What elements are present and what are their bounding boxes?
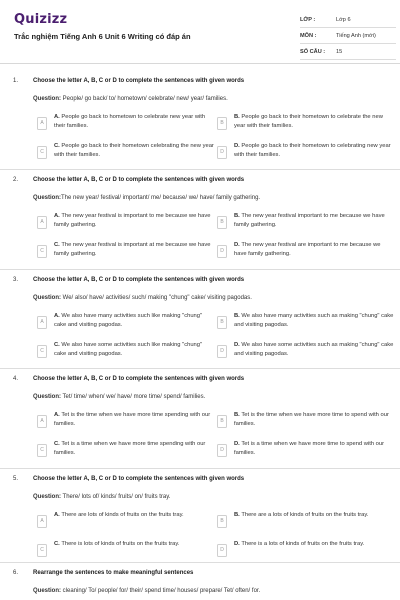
option-letter-box[interactable]: D <box>217 345 227 358</box>
question-text <box>33 494 171 500</box>
option-body: There is a lots of kinds of fruits on the fruits tray. <box>239 541 365 547</box>
option-body: The new year festival is important at me because we have family gathering. <box>54 242 211 257</box>
option-label: D. <box>234 342 240 348</box>
question-instruction: Choose the letter A, B, C or D to complete the sentences with given words <box>33 476 245 482</box>
option-text <box>234 341 394 358</box>
question-prefix: Question: <box>33 96 61 102</box>
option-letter-box[interactable]: D <box>217 245 227 258</box>
answer-option-c[interactable] <box>37 440 207 462</box>
answer-option-c[interactable] <box>37 341 207 363</box>
question-text <box>33 195 260 201</box>
option-text <box>234 511 394 520</box>
question-prefix: Question: <box>33 588 61 594</box>
option-letter-box[interactable]: D <box>217 544 227 557</box>
option-letter-box[interactable]: A <box>37 216 47 229</box>
question-divider <box>0 169 400 170</box>
option-text <box>54 113 214 130</box>
question-instruction: Choose the letter A, B, C or D to complete the sentences with given words <box>33 376 245 382</box>
option-body: There are a lots of kinds of fruits on the fruits tray. <box>239 512 369 518</box>
option-label: B. <box>234 213 240 219</box>
question-instruction: Choose the letter A, B, C or D to complete the sentences with given words <box>33 78 245 84</box>
question-prefix: Question: <box>33 195 61 201</box>
question-number: 5. <box>13 476 19 482</box>
document-header <box>0 0 400 64</box>
question-text <box>33 394 205 400</box>
option-letter-box[interactable]: B <box>217 415 227 428</box>
option-label: C. <box>54 342 60 348</box>
meta-label: LỚP : <box>300 16 316 23</box>
option-body: People go back to their hometown to celebrate the new year with their families. <box>234 114 383 129</box>
option-text <box>234 113 394 130</box>
meta-label: SỐ CÂU : <box>300 48 326 55</box>
question-divider <box>0 468 400 469</box>
option-letter-box[interactable]: A <box>37 117 47 130</box>
quizizz-logo: Quizizz <box>14 12 68 27</box>
option-label: B. <box>234 313 240 319</box>
option-label: D. <box>234 441 240 447</box>
option-text <box>234 312 394 329</box>
answer-option-a[interactable] <box>37 511 207 533</box>
option-letter-box[interactable]: C <box>37 544 47 557</box>
option-letter-box[interactable]: D <box>217 444 227 457</box>
meta-label: MÔN : <box>300 32 317 39</box>
answer-option-c[interactable] <box>37 241 211 263</box>
question-text <box>33 295 252 301</box>
option-text <box>54 341 214 358</box>
option-body: We also have many activities such like making "chung" cake and visiting pagodas. <box>54 313 203 328</box>
question-prefix: Question: <box>33 394 61 400</box>
question-divider <box>0 562 400 563</box>
meta-row-count <box>300 44 396 60</box>
option-text <box>234 212 394 229</box>
answer-option-d[interactable] <box>217 241 387 263</box>
question-divider <box>0 368 400 369</box>
option-letter-box[interactable]: D <box>217 146 227 159</box>
meta-value: 15 <box>336 48 343 55</box>
meta-row-subject <box>300 28 396 44</box>
option-label: C. <box>54 441 60 447</box>
question-number: 6. <box>13 570 19 576</box>
option-label: B. <box>234 512 240 518</box>
option-label: A. <box>54 512 60 518</box>
answer-option-a[interactable] <box>37 113 207 135</box>
option-body: We also have some activities such as making "chung" cake and visiting pagodas. <box>234 342 394 357</box>
option-letter-box[interactable]: C <box>37 444 47 457</box>
question-number: 2. <box>13 177 19 183</box>
question-number: 4. <box>13 376 19 382</box>
question-body: The new year/ festival/ important/ me/ because/ we/ have/ family gathering. <box>61 195 261 201</box>
option-label: A. <box>54 213 60 219</box>
option-text <box>54 411 214 428</box>
option-label: B. <box>234 412 240 418</box>
answer-option-b[interactable] <box>217 511 387 533</box>
question-instruction: Choose the letter A, B, C or D to complete the sentences with given words <box>33 277 245 283</box>
option-body: People go back to their hometown celebrating the new year with their families. <box>54 143 214 158</box>
question-body: Tet/ time/ when/ we/ have/ more time/ spend/ families. <box>61 394 206 400</box>
answer-option-d[interactable] <box>217 440 387 462</box>
option-body: Tet is a time when we have more time spending with our families. <box>54 441 206 456</box>
option-text <box>234 241 394 258</box>
option-text <box>54 241 214 258</box>
option-label: A. <box>54 114 60 120</box>
quiz-title: Trắc nghiệm Tiếng Anh 6 Unit 6 Writing có đáp án <box>14 32 191 41</box>
answer-option-d[interactable] <box>217 142 391 164</box>
option-body: People go back to their hometown to celebrating new year with their families. <box>234 143 391 158</box>
meta-table <box>300 12 396 60</box>
option-letter-box[interactable]: B <box>217 117 227 130</box>
option-letter-box[interactable]: B <box>217 515 227 528</box>
option-label: C. <box>54 143 60 149</box>
option-text <box>234 142 394 159</box>
option-text <box>54 440 214 457</box>
option-text <box>54 312 214 329</box>
option-body: People go back to hometown to celebrate new year with their families. <box>54 114 206 129</box>
option-body: There are lots of kinds of fruits on the fruits tray. <box>59 512 184 518</box>
option-letter-box[interactable]: C <box>37 345 47 358</box>
question-number: 1. <box>13 78 19 84</box>
option-body: We also have some activities such like making "chung" cake and visiting pagodas. <box>54 342 203 357</box>
option-body: Tet is the time when we have more time to spend with our families. <box>234 412 389 427</box>
option-letter-box[interactable]: A <box>37 415 47 428</box>
answer-option-a[interactable] <box>37 212 211 234</box>
option-body: We also have many activities such as making "chung" cake and visiting pagodas. <box>234 313 394 328</box>
meta-value: Lớp 6 <box>336 16 351 23</box>
question-prefix: Question: <box>33 295 61 301</box>
option-text <box>54 511 214 520</box>
option-label: A. <box>54 412 60 418</box>
answer-option-d[interactable] <box>217 540 387 562</box>
option-letter-box[interactable]: A <box>37 515 47 528</box>
option-letter-box[interactable]: C <box>37 245 47 258</box>
option-label: B. <box>234 114 240 120</box>
option-body: There is lots of kinds of fruits on the fruits tray. <box>59 541 180 547</box>
option-body: Tet is a time when we have more time to spend with our families. <box>234 441 385 456</box>
option-text <box>54 540 214 549</box>
answer-option-a[interactable] <box>37 312 207 334</box>
answer-option-b[interactable] <box>217 411 387 433</box>
answer-option-b[interactable] <box>217 113 387 135</box>
option-text <box>234 540 394 549</box>
question-text <box>33 96 228 102</box>
option-label: A. <box>54 313 60 319</box>
option-text <box>54 212 214 229</box>
question-prefix: Question: <box>33 494 61 500</box>
question-body: We/ also/ have/ activities/ such/ making "chung" cake/ visiting pagodas. <box>61 295 252 301</box>
question-divider <box>0 269 400 270</box>
option-letter-box[interactable]: B <box>217 216 227 229</box>
question-body: cleaning/ To/ people/ for/ their/ spend time/ houses/ prepare/ Tet/ often/ for. <box>61 588 261 594</box>
option-text <box>234 440 394 457</box>
option-letter-box[interactable]: B <box>217 316 227 329</box>
option-label: D. <box>234 541 240 547</box>
answer-option-b[interactable] <box>217 312 394 334</box>
option-letter-box[interactable]: A <box>37 316 47 329</box>
answer-option-b[interactable] <box>217 212 387 234</box>
option-label: C. <box>54 541 60 547</box>
answer-option-d[interactable] <box>217 341 394 363</box>
question-body: People/ go back/ to/ hometown/ celebrate/ new/ year/ families. <box>61 96 228 102</box>
answer-option-a[interactable] <box>37 411 211 433</box>
question-body: There/ lots of/ kinds/ fruits/ on/ fruits tray. <box>61 494 171 500</box>
answer-option-c[interactable] <box>37 540 207 562</box>
option-label: C. <box>54 242 60 248</box>
option-body: Tet is the time when we have more time spending with our families. <box>54 412 211 427</box>
question-number: 3. <box>13 277 19 283</box>
answer-option-c[interactable] <box>37 142 214 164</box>
question-instruction: Choose the letter A, B, C or D to complete the sentences with given words <box>33 177 245 183</box>
option-label: D. <box>234 143 240 149</box>
meta-row-class <box>300 12 396 28</box>
meta-value: Tiếng Anh (mới) <box>336 32 376 39</box>
option-text <box>234 411 394 428</box>
question-text <box>33 588 260 594</box>
option-body: The new year festival are important to me because we have family gathering. <box>234 242 381 257</box>
option-text <box>54 142 214 159</box>
option-letter-box[interactable]: C <box>37 146 47 159</box>
question-instruction: Rearrange the sentences to make meaningful sentences <box>33 570 194 576</box>
option-body: The new year festival is important to me because we have family gathering. <box>54 213 211 228</box>
option-body: The new year festival important to me because we have family gathering. <box>234 213 385 228</box>
option-label: D. <box>234 242 240 248</box>
